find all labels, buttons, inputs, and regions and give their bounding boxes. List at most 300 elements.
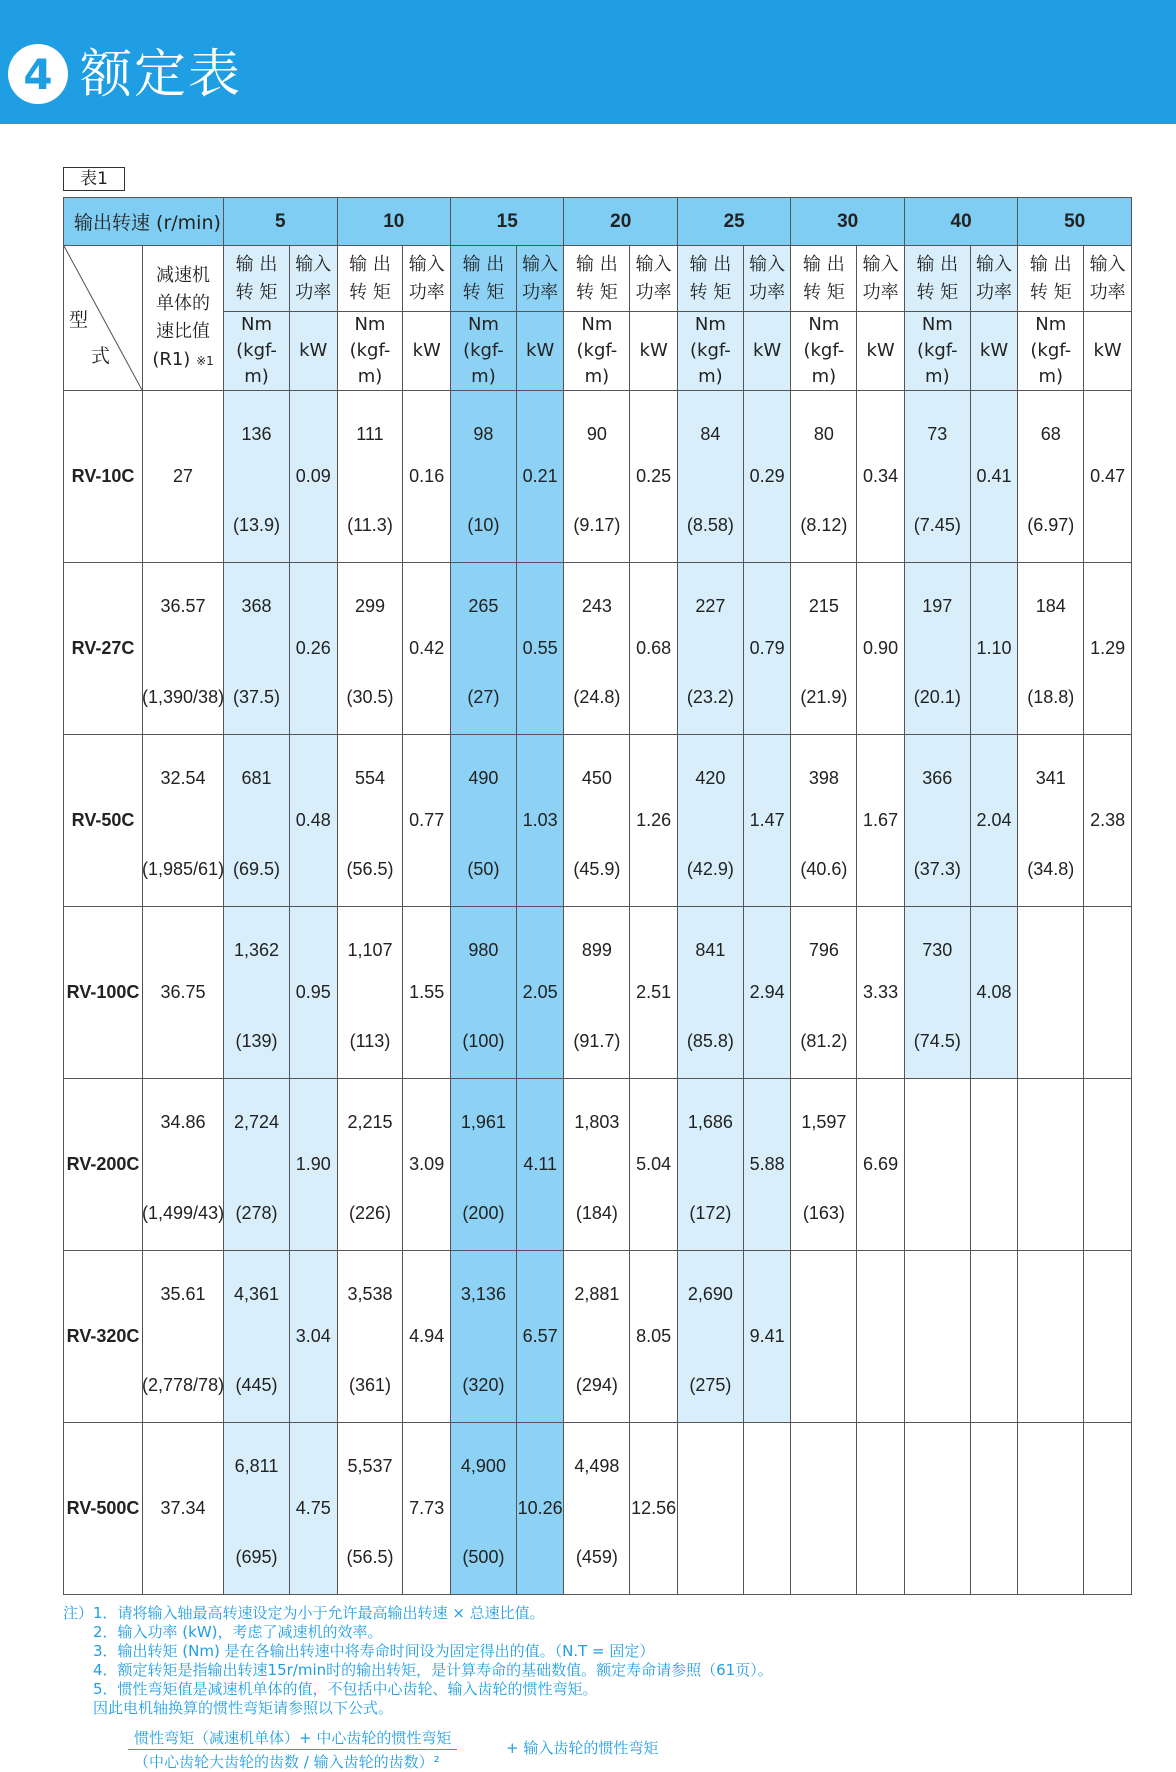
torque-cell bbox=[1018, 563, 1084, 735]
torque-nm: 243 bbox=[581, 596, 612, 616]
torque-nm: 681 bbox=[241, 768, 272, 788]
model-header-bottom: 式 bbox=[91, 345, 111, 367]
torque-unit-kgf: (kgf-m) bbox=[463, 340, 504, 387]
power-cell: 0.34 bbox=[857, 391, 905, 563]
torque-cell bbox=[337, 735, 403, 907]
torque-header-line2: 转 矩 bbox=[1029, 281, 1072, 303]
torque-cell bbox=[791, 1423, 857, 1595]
power-cell: 0.29 bbox=[743, 391, 791, 563]
power-header-line2: 功率 bbox=[862, 281, 899, 303]
power-cell: 0.95 bbox=[289, 907, 337, 1079]
power-cell: 1.47 bbox=[743, 735, 791, 907]
power-cell: 0.79 bbox=[743, 563, 791, 735]
torque-unit-kgf: (kgf-m) bbox=[803, 340, 845, 387]
torque-cell bbox=[564, 1079, 630, 1251]
power-cell: 0.47 bbox=[1084, 391, 1132, 563]
torque-cell bbox=[564, 391, 630, 563]
torque-nm: 366 bbox=[922, 768, 953, 788]
power-header-line1: 输入 bbox=[408, 253, 445, 275]
torque-cell bbox=[224, 1423, 290, 1595]
rating-table bbox=[63, 197, 1132, 1595]
torque-cell bbox=[337, 563, 403, 735]
torque-kgf: (40.6) bbox=[800, 859, 848, 879]
power-cell: 2.38 bbox=[1084, 735, 1132, 907]
power-cell: 0.68 bbox=[630, 563, 678, 735]
torque-header-line1: 输 出 bbox=[349, 253, 391, 275]
power-cell: 8.05 bbox=[630, 1251, 678, 1423]
torque-kgf: (7.45) bbox=[913, 515, 961, 535]
ratio-value: 35.61 bbox=[160, 1284, 206, 1304]
torque-cell bbox=[791, 907, 857, 1079]
torque-unit-kgf: (kgf-m) bbox=[1030, 340, 1072, 387]
torque-cell bbox=[451, 1079, 517, 1251]
power-header-line2: 功率 bbox=[1089, 281, 1126, 303]
power-header-line2: 功率 bbox=[522, 281, 559, 303]
torque-kgf: (56.5) bbox=[346, 859, 394, 879]
torque-cell bbox=[677, 1251, 743, 1423]
torque-nm: 80 bbox=[813, 424, 834, 444]
power-cell: 5.04 bbox=[630, 1079, 678, 1251]
torque-unit-nm: Nm bbox=[694, 314, 726, 335]
torque-header-line2: 转 矩 bbox=[576, 281, 618, 303]
power-cell: 3.09 bbox=[403, 1079, 451, 1251]
torque-unit bbox=[337, 312, 403, 391]
power-header-line1: 输入 bbox=[522, 253, 559, 275]
model-name: RV-320C bbox=[64, 1251, 143, 1423]
power-cell: 0.90 bbox=[857, 563, 905, 735]
torque-kgf: (8.58) bbox=[686, 515, 734, 535]
torque-header bbox=[451, 246, 517, 312]
torque-kgf: (172) bbox=[689, 1203, 732, 1223]
model-name: RV-10C bbox=[64, 391, 143, 563]
torque-cell bbox=[677, 391, 743, 563]
power-cell: 2.04 bbox=[970, 735, 1018, 907]
torque-header bbox=[1018, 246, 1084, 312]
power-cell bbox=[1084, 1423, 1132, 1595]
torque-cell bbox=[564, 563, 630, 735]
power-cell: 1.03 bbox=[516, 735, 564, 907]
torque-nm: 2,215 bbox=[347, 1112, 393, 1132]
power-header-line1: 输入 bbox=[295, 253, 332, 275]
power-cell: 1.29 bbox=[1084, 563, 1132, 735]
torque-cell bbox=[337, 1251, 403, 1423]
ratio-cell bbox=[143, 391, 224, 563]
torque-kgf: (500) bbox=[462, 1547, 505, 1567]
power-header bbox=[289, 246, 337, 312]
torque-cell bbox=[791, 1079, 857, 1251]
torque-kgf: (37.5) bbox=[232, 687, 281, 707]
power-cell: 0.41 bbox=[970, 391, 1018, 563]
ratio-value: 36.57 bbox=[160, 596, 206, 616]
ratio-value: 34.86 bbox=[160, 1112, 206, 1132]
torque-kgf: (13.9) bbox=[232, 515, 281, 535]
ratio-header-text: 减速机单体的速比值 bbox=[156, 264, 211, 342]
torque-kgf: (81.2) bbox=[800, 1031, 848, 1051]
speed-value: 25 bbox=[677, 198, 790, 246]
torque-kgf: (695) bbox=[235, 1547, 278, 1567]
torque-nm: 111 bbox=[356, 424, 384, 444]
torque-kgf: (21.9) bbox=[800, 687, 848, 707]
torque-nm: 98 bbox=[473, 424, 494, 444]
torque-nm: 1,362 bbox=[233, 940, 280, 960]
torque-header-line2: 转 矩 bbox=[235, 281, 278, 303]
power-cell: 4.11 bbox=[516, 1079, 564, 1251]
torque-nm: 420 bbox=[695, 768, 726, 788]
torque-unit bbox=[224, 312, 290, 391]
torque-kgf: (56.5) bbox=[346, 1547, 394, 1567]
power-cell: 0.26 bbox=[289, 563, 337, 735]
torque-unit bbox=[564, 312, 630, 391]
model-header bbox=[64, 246, 143, 391]
ratio-fraction: (1,985/61) bbox=[142, 859, 225, 879]
power-header bbox=[630, 246, 678, 312]
torque-nm: 1,961 bbox=[460, 1112, 506, 1132]
torque-kgf: (42.9) bbox=[686, 859, 734, 879]
section-number-badge: 4 bbox=[8, 44, 68, 104]
torque-cell bbox=[677, 735, 743, 907]
torque-kgf: (20.1) bbox=[913, 687, 961, 707]
ratio-fraction: (2,778/78) bbox=[142, 1375, 225, 1395]
torque-header bbox=[904, 246, 970, 312]
torque-cell bbox=[337, 1079, 403, 1251]
torque-unit bbox=[677, 312, 743, 391]
speed-header-row bbox=[64, 198, 1132, 246]
power-cell: 1.26 bbox=[630, 735, 678, 907]
power-cell bbox=[1084, 1079, 1132, 1251]
power-header-line1: 输入 bbox=[749, 253, 786, 275]
power-header bbox=[516, 246, 564, 312]
torque-nm: 227 bbox=[695, 596, 726, 616]
power-cell: 1.67 bbox=[857, 735, 905, 907]
torque-nm: 215 bbox=[808, 596, 839, 616]
torque-kgf: (85.8) bbox=[686, 1031, 734, 1051]
ratio-value: 37.34 bbox=[160, 1498, 206, 1518]
torque-cell bbox=[451, 907, 517, 1079]
torque-nm: 5,537 bbox=[347, 1456, 393, 1476]
torque-kgf: (8.12) bbox=[800, 515, 848, 535]
torque-cell bbox=[791, 1251, 857, 1423]
torque-nm: 84 bbox=[700, 424, 721, 444]
formula-denominator: （中心齿轮大齿轮的齿数 / 输入齿轮的齿数）² bbox=[134, 1753, 440, 1771]
power-header bbox=[970, 246, 1018, 312]
ratio-cell bbox=[143, 1251, 224, 1423]
inertia-formula bbox=[128, 1727, 659, 1772]
torque-header-line1: 输 出 bbox=[802, 253, 845, 275]
power-cell: 6.69 bbox=[857, 1079, 905, 1251]
torque-cell bbox=[564, 735, 630, 907]
torque-cell bbox=[904, 735, 970, 907]
torque-kgf: (445) bbox=[235, 1375, 278, 1395]
torque-cell bbox=[224, 735, 290, 907]
power-cell: 0.25 bbox=[630, 391, 678, 563]
torque-kgf: (45.9) bbox=[573, 859, 621, 879]
power-unit: kW bbox=[1084, 312, 1132, 391]
ratio-symbol: (R1) bbox=[152, 348, 191, 370]
power-cell: 5.88 bbox=[743, 1079, 791, 1251]
torque-nm: 841 bbox=[695, 940, 726, 960]
power-header-line1: 输入 bbox=[976, 253, 1013, 275]
torque-cell bbox=[677, 1079, 743, 1251]
torque-header-line2: 转 矩 bbox=[462, 281, 505, 303]
torque-nm: 3,136 bbox=[460, 1284, 506, 1304]
power-cell: 2.51 bbox=[630, 907, 678, 1079]
table-row bbox=[64, 1251, 1132, 1423]
torque-unit-nm: Nm bbox=[467, 314, 499, 335]
note-5: 5．惯性弯矩值是减速机单体的值，不包括中心齿轮、输入齿轮的惯性弯矩。 bbox=[93, 1680, 598, 1698]
torque-kgf: (50) bbox=[467, 859, 500, 879]
torque-cell bbox=[791, 735, 857, 907]
torque-kgf: (23.2) bbox=[686, 687, 734, 707]
torque-cell bbox=[337, 1423, 403, 1595]
torque-nm: 490 bbox=[468, 768, 499, 788]
torque-unit-kgf: (kgf-m) bbox=[576, 340, 618, 387]
torque-kgf: (139) bbox=[235, 1031, 278, 1051]
note-6: 因此电机轴换算的惯性弯矩请参照以下公式。 bbox=[93, 1699, 394, 1717]
power-cell: 2.94 bbox=[743, 907, 791, 1079]
torque-cell bbox=[904, 391, 970, 563]
torque-kgf: (11.3) bbox=[347, 515, 393, 535]
torque-kgf: (30.5) bbox=[346, 687, 394, 707]
torque-kgf: (9.17) bbox=[573, 515, 621, 535]
torque-cell bbox=[337, 391, 403, 563]
formula-numerator: 惯性弯矩（减速机单体）+ 中心齿轮的惯性弯矩 bbox=[128, 1727, 457, 1750]
power-cell: 4.08 bbox=[970, 907, 1018, 1079]
power-unit: kW bbox=[516, 312, 564, 391]
ratio-fraction: (1,390/38) bbox=[142, 687, 225, 707]
torque-nm: 4,498 bbox=[574, 1456, 620, 1476]
torque-nm: 1,803 bbox=[574, 1112, 620, 1132]
power-cell: 0.42 bbox=[403, 563, 451, 735]
model-name: RV-27C bbox=[64, 563, 143, 735]
torque-cell bbox=[1018, 1251, 1084, 1423]
torque-cell bbox=[904, 907, 970, 1079]
torque-cell bbox=[224, 907, 290, 1079]
power-cell bbox=[970, 1251, 1018, 1423]
torque-cell bbox=[1018, 735, 1084, 907]
torque-kgf: (74.5) bbox=[913, 1031, 961, 1051]
torque-cell bbox=[451, 735, 517, 907]
power-header-line1: 输入 bbox=[635, 253, 672, 275]
torque-cell bbox=[677, 1423, 743, 1595]
torque-unit-nm: Nm bbox=[921, 314, 953, 335]
torque-nm: 341 bbox=[1035, 768, 1066, 788]
torque-header-line2: 转 矩 bbox=[689, 281, 732, 303]
model-header-top: 型 bbox=[69, 309, 89, 331]
torque-kgf: (320) bbox=[462, 1375, 505, 1395]
torque-unit-kgf: (kgf-m) bbox=[236, 340, 277, 387]
footnotes bbox=[63, 1604, 1153, 1718]
power-cell: 1.90 bbox=[289, 1079, 337, 1251]
torque-kgf: (6.97) bbox=[1027, 515, 1075, 535]
torque-cell bbox=[904, 563, 970, 735]
power-cell: 0.55 bbox=[516, 563, 564, 735]
power-cell bbox=[970, 1079, 1018, 1251]
power-header-line1: 输入 bbox=[1089, 253, 1126, 275]
power-cell: 0.16 bbox=[403, 391, 451, 563]
power-cell bbox=[970, 1423, 1018, 1595]
torque-header-line1: 输 出 bbox=[462, 253, 505, 275]
torque-header bbox=[224, 246, 290, 312]
note-1: 注）1．请将输入轴最高转速设定为小于允许最高输出转速 × 总速比值。 bbox=[63, 1604, 545, 1622]
torque-kgf: (91.7) bbox=[573, 1031, 621, 1051]
torque-nm: 299 bbox=[354, 596, 385, 616]
power-unit: kW bbox=[403, 312, 451, 391]
page-title: 额定表 bbox=[80, 45, 243, 105]
ratio-cell bbox=[143, 1423, 224, 1595]
power-cell bbox=[1084, 907, 1132, 1079]
torque-nm: 197 bbox=[922, 596, 953, 616]
torque-cell bbox=[904, 1079, 970, 1251]
torque-header-line1: 输 出 bbox=[1029, 253, 1072, 275]
torque-cell bbox=[224, 1079, 290, 1251]
torque-kgf: (69.5) bbox=[232, 859, 281, 879]
torque-kgf: (200) bbox=[462, 1203, 505, 1223]
ratio-cell bbox=[143, 1079, 224, 1251]
torque-header-line1: 输 出 bbox=[689, 253, 732, 275]
torque-cell bbox=[451, 563, 517, 735]
torque-unit-nm: Nm bbox=[241, 314, 272, 335]
speed-value: 50 bbox=[1018, 198, 1132, 246]
torque-nm: 4,361 bbox=[233, 1284, 280, 1304]
power-cell: 1.10 bbox=[970, 563, 1018, 735]
torque-unit-nm: Nm bbox=[808, 314, 840, 335]
model-name: RV-500C bbox=[64, 1423, 143, 1595]
torque-header bbox=[337, 246, 403, 312]
ratio-footnote: ※1 bbox=[196, 353, 214, 368]
note-4: 4．额定转矩是指输出转速15r/min时的输出转矩，是计算寿命的基础数值。额定寿命请参照（61页）。 bbox=[93, 1661, 773, 1679]
torque-cell bbox=[677, 907, 743, 1079]
power-cell bbox=[857, 1251, 905, 1423]
ratio-cell bbox=[143, 735, 224, 907]
power-unit: kW bbox=[743, 312, 791, 391]
torque-kgf: (27) bbox=[467, 687, 500, 707]
table-row bbox=[64, 907, 1132, 1079]
torque-cell bbox=[224, 563, 290, 735]
torque-cell bbox=[904, 1423, 970, 1595]
power-cell: 3.33 bbox=[857, 907, 905, 1079]
torque-nm: 1,597 bbox=[801, 1112, 847, 1132]
ratio-header bbox=[143, 246, 224, 391]
torque-cell bbox=[791, 391, 857, 563]
torque-header-line1: 输 出 bbox=[916, 253, 959, 275]
power-cell: 12.56 bbox=[630, 1423, 678, 1595]
torque-cell bbox=[224, 1251, 290, 1423]
power-cell: 2.05 bbox=[516, 907, 564, 1079]
torque-nm: 2,881 bbox=[574, 1284, 620, 1304]
table-row bbox=[64, 391, 1132, 563]
torque-kgf: (163) bbox=[802, 1203, 845, 1223]
torque-cell bbox=[1018, 907, 1084, 1079]
torque-unit-kgf: (kgf-m) bbox=[349, 340, 391, 387]
power-cell bbox=[1084, 1251, 1132, 1423]
torque-cell bbox=[564, 907, 630, 1079]
torque-unit bbox=[451, 312, 517, 391]
torque-cell bbox=[677, 563, 743, 735]
torque-cell bbox=[564, 1251, 630, 1423]
torque-nm: 1,686 bbox=[687, 1112, 733, 1132]
ratio-fraction: (1,499/43) bbox=[142, 1203, 225, 1223]
torque-cell bbox=[337, 907, 403, 1079]
torque-header-line1: 输 出 bbox=[576, 253, 618, 275]
power-unit: kW bbox=[630, 312, 678, 391]
torque-unit bbox=[1018, 312, 1084, 391]
torque-nm: 730 bbox=[922, 940, 953, 960]
speed-value: 20 bbox=[564, 198, 677, 246]
power-cell: 0.48 bbox=[289, 735, 337, 907]
model-name: RV-100C bbox=[64, 907, 143, 1079]
torque-cell bbox=[451, 1423, 517, 1595]
torque-nm: 1,107 bbox=[347, 940, 393, 960]
torque-unit-nm: Nm bbox=[354, 314, 386, 335]
power-header bbox=[743, 246, 791, 312]
torque-kgf: (226) bbox=[348, 1203, 391, 1223]
power-cell: 3.04 bbox=[289, 1251, 337, 1423]
speed-value: 10 bbox=[337, 198, 450, 246]
torque-nm: 2,690 bbox=[687, 1284, 733, 1304]
speed-value: 15 bbox=[451, 198, 564, 246]
power-cell: 9.41 bbox=[743, 1251, 791, 1423]
torque-header-line1: 输 出 bbox=[235, 253, 278, 275]
torque-header bbox=[677, 246, 743, 312]
ratio-value: 36.75 bbox=[160, 982, 206, 1002]
torque-nm: 136 bbox=[241, 424, 272, 444]
torque-nm: 3,538 bbox=[347, 1284, 393, 1304]
torque-cell bbox=[1018, 391, 1084, 563]
power-cell: 1.55 bbox=[403, 907, 451, 1079]
power-unit: kW bbox=[970, 312, 1018, 391]
power-cell: 4.75 bbox=[289, 1423, 337, 1595]
torque-nm: 450 bbox=[581, 768, 612, 788]
torque-unit-kgf: (kgf-m) bbox=[690, 340, 731, 387]
torque-kgf: (275) bbox=[689, 1375, 732, 1395]
speed-value: 40 bbox=[904, 198, 1017, 246]
power-cell bbox=[857, 1423, 905, 1595]
torque-header-line2: 转 矩 bbox=[916, 281, 959, 303]
torque-nm: 184 bbox=[1035, 596, 1066, 616]
table-row bbox=[64, 1079, 1132, 1251]
torque-header bbox=[564, 246, 630, 312]
torque-kgf: (18.8) bbox=[1027, 687, 1075, 707]
power-header-line1: 输入 bbox=[862, 253, 899, 275]
note-2: 2．输入功率 (kW)，考虑了减速机的效率。 bbox=[93, 1623, 383, 1641]
power-header-line2: 功率 bbox=[749, 281, 786, 303]
torque-unit-nm: Nm bbox=[581, 314, 613, 335]
torque-kgf: (113) bbox=[349, 1031, 391, 1051]
torque-nm: 554 bbox=[354, 768, 385, 788]
torque-kgf: (278) bbox=[235, 1203, 278, 1223]
speed-label: 输出转速 (r/min) bbox=[64, 198, 224, 246]
torque-nm: 796 bbox=[808, 940, 839, 960]
power-header-line2: 功率 bbox=[408, 281, 445, 303]
ratio-cell bbox=[143, 907, 224, 1079]
power-cell: 4.94 bbox=[403, 1251, 451, 1423]
torque-nm: 90 bbox=[586, 424, 607, 444]
torque-kgf: (100) bbox=[462, 1031, 505, 1051]
unit-header-row bbox=[64, 312, 1132, 391]
power-cell: 7.73 bbox=[403, 1423, 451, 1595]
column-header-row bbox=[64, 246, 1132, 312]
note-3: 3．输出转矩 (Nm) 是在各输出转速中将寿命时间设为固定得出的值。（N.T = 固定） bbox=[93, 1642, 655, 1660]
torque-nm: 6,811 bbox=[234, 1456, 279, 1476]
speed-value: 30 bbox=[791, 198, 904, 246]
table-row bbox=[64, 563, 1132, 735]
torque-kgf: (361) bbox=[348, 1375, 391, 1395]
power-header bbox=[857, 246, 905, 312]
torque-unit bbox=[791, 312, 857, 391]
torque-unit bbox=[904, 312, 970, 391]
table-row bbox=[64, 1423, 1132, 1595]
power-header bbox=[1084, 246, 1132, 312]
